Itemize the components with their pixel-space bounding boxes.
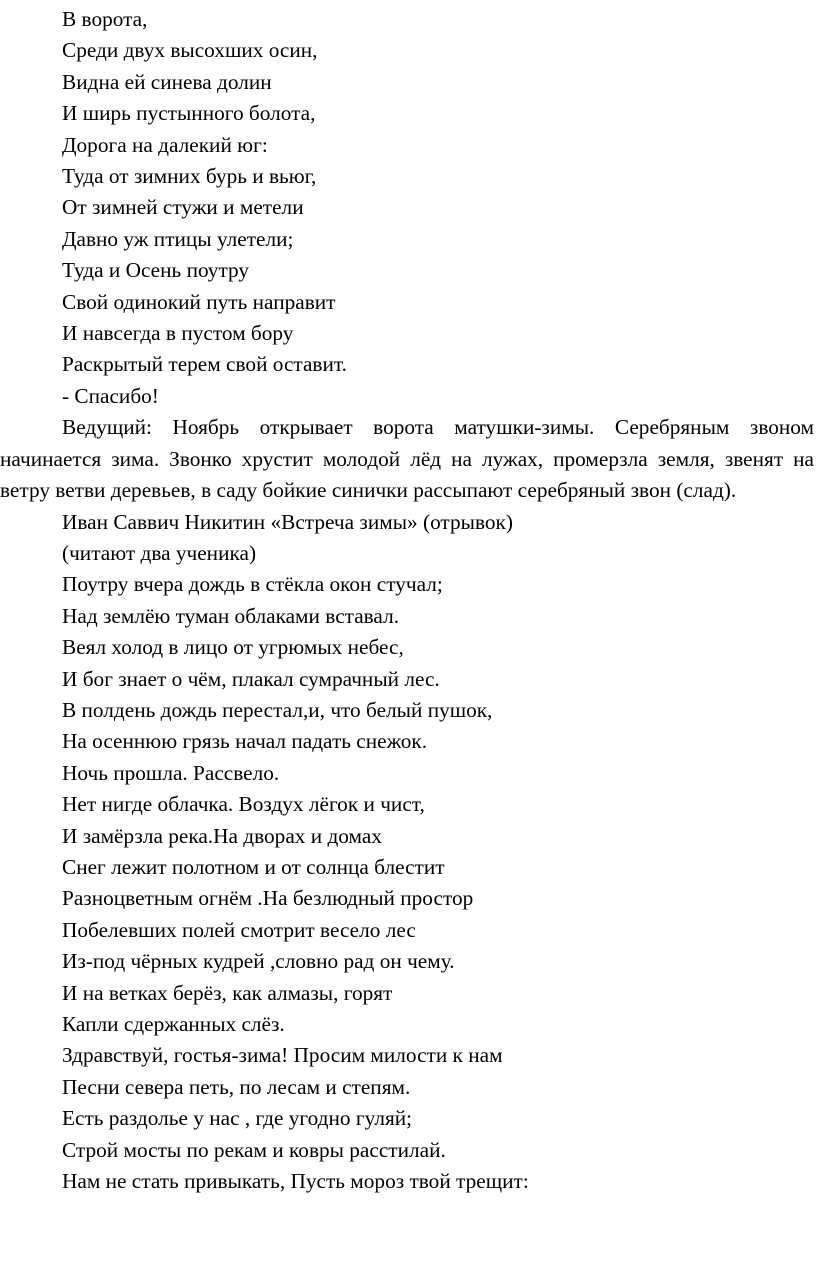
poem-line: Нет нигде облачка. Воздух лёгок и чист,	[62, 792, 425, 817]
poem-autumn	[0, 4, 816, 412]
poem-note: (читают два ученика)	[62, 540, 257, 565]
poem-line: Разноцветным огнём .На безлюдный простор	[62, 886, 474, 911]
poem-line: Видна ей синева долин	[62, 69, 272, 94]
poem-line: И замёрзла река.На дворах и домах	[62, 823, 382, 848]
poem-line: И ширь пустынного болота,	[62, 101, 316, 126]
poem-line: Здравствуй, гостья-зима! Просим милости к нам	[62, 1043, 503, 1068]
poem-line: Капли сдержанных слёз.	[62, 1012, 285, 1036]
poem-line: - Спасибо!	[62, 383, 159, 408]
poem-line: Поутру вчера дождь в стёкла окон стучал;	[62, 572, 443, 597]
poem-line: Нам не стать привыкать, Пусть мороз твой трещит:	[62, 1169, 529, 1194]
poem-winter	[0, 569, 816, 1197]
poem-line: Среди двух высохших осин,	[62, 38, 318, 63]
poem-line: И на ветках берёз, как алмазы, горят	[62, 980, 393, 1005]
poem-line: В полдень дождь перестал,и, что белый пушок,	[62, 697, 493, 722]
poem-line: Побелевших полей смотрит весело лес	[62, 917, 416, 942]
poem-line: Раскрытый терем свой оставит.	[62, 352, 347, 377]
poem-line: И бог знает о чём, плакал сумрачный лес.	[62, 666, 440, 691]
poem-line: И навсегда в пустом бору	[62, 321, 294, 346]
poem-title: Иван Саввич Никитин «Встреча зимы» (отрывок)	[62, 509, 513, 534]
poem-line: Песни севера петь, по лесам и степям.	[62, 1074, 411, 1099]
host-paragraph: Ведущий: Ноябрь открывает ворота матушки-зимы. Серебряным звоном начинается зима. Звонко хрустит молодой лёд на лужах, промерзла земля, звенят на ветру ветви деревьев, в саду бойкие синички рассыпают серебряный звон (слад).	[0, 415, 814, 503]
poem-line: Строй мосты по рекам и ковры расстилай.	[62, 1137, 446, 1162]
poem-line: В ворота,	[62, 7, 148, 31]
poem-line: Снег лежит полотном и от солнца блестит	[62, 854, 445, 879]
poem-line: Туда и Осень поутру	[62, 258, 250, 283]
poem-line: Свой одинокий путь направит	[62, 289, 336, 314]
poem-line: Давно уж птицы улетели;	[62, 226, 294, 251]
poem-line: Над землёю туман облаками вставал.	[62, 603, 400, 628]
poem-line: На осеннюю грязь начал падать снежок.	[62, 729, 428, 754]
poem-line: Ночь прошла. Рассвело.	[62, 760, 280, 785]
poem-line: Дорога на далекий юг:	[62, 132, 268, 157]
poem-line: Из-под чёрных кудрей ,словно рад он чему.	[62, 949, 455, 974]
poem-line: Туда от зимних бурь и вьюг,	[62, 164, 317, 189]
poem-line: Веял холод в лицо от угрюмых небес,	[62, 635, 404, 660]
poem-line: От зимней стужи и метели	[62, 195, 304, 220]
poem-line: Есть раздолье у нас , где угодно гуляй;	[62, 1106, 413, 1131]
